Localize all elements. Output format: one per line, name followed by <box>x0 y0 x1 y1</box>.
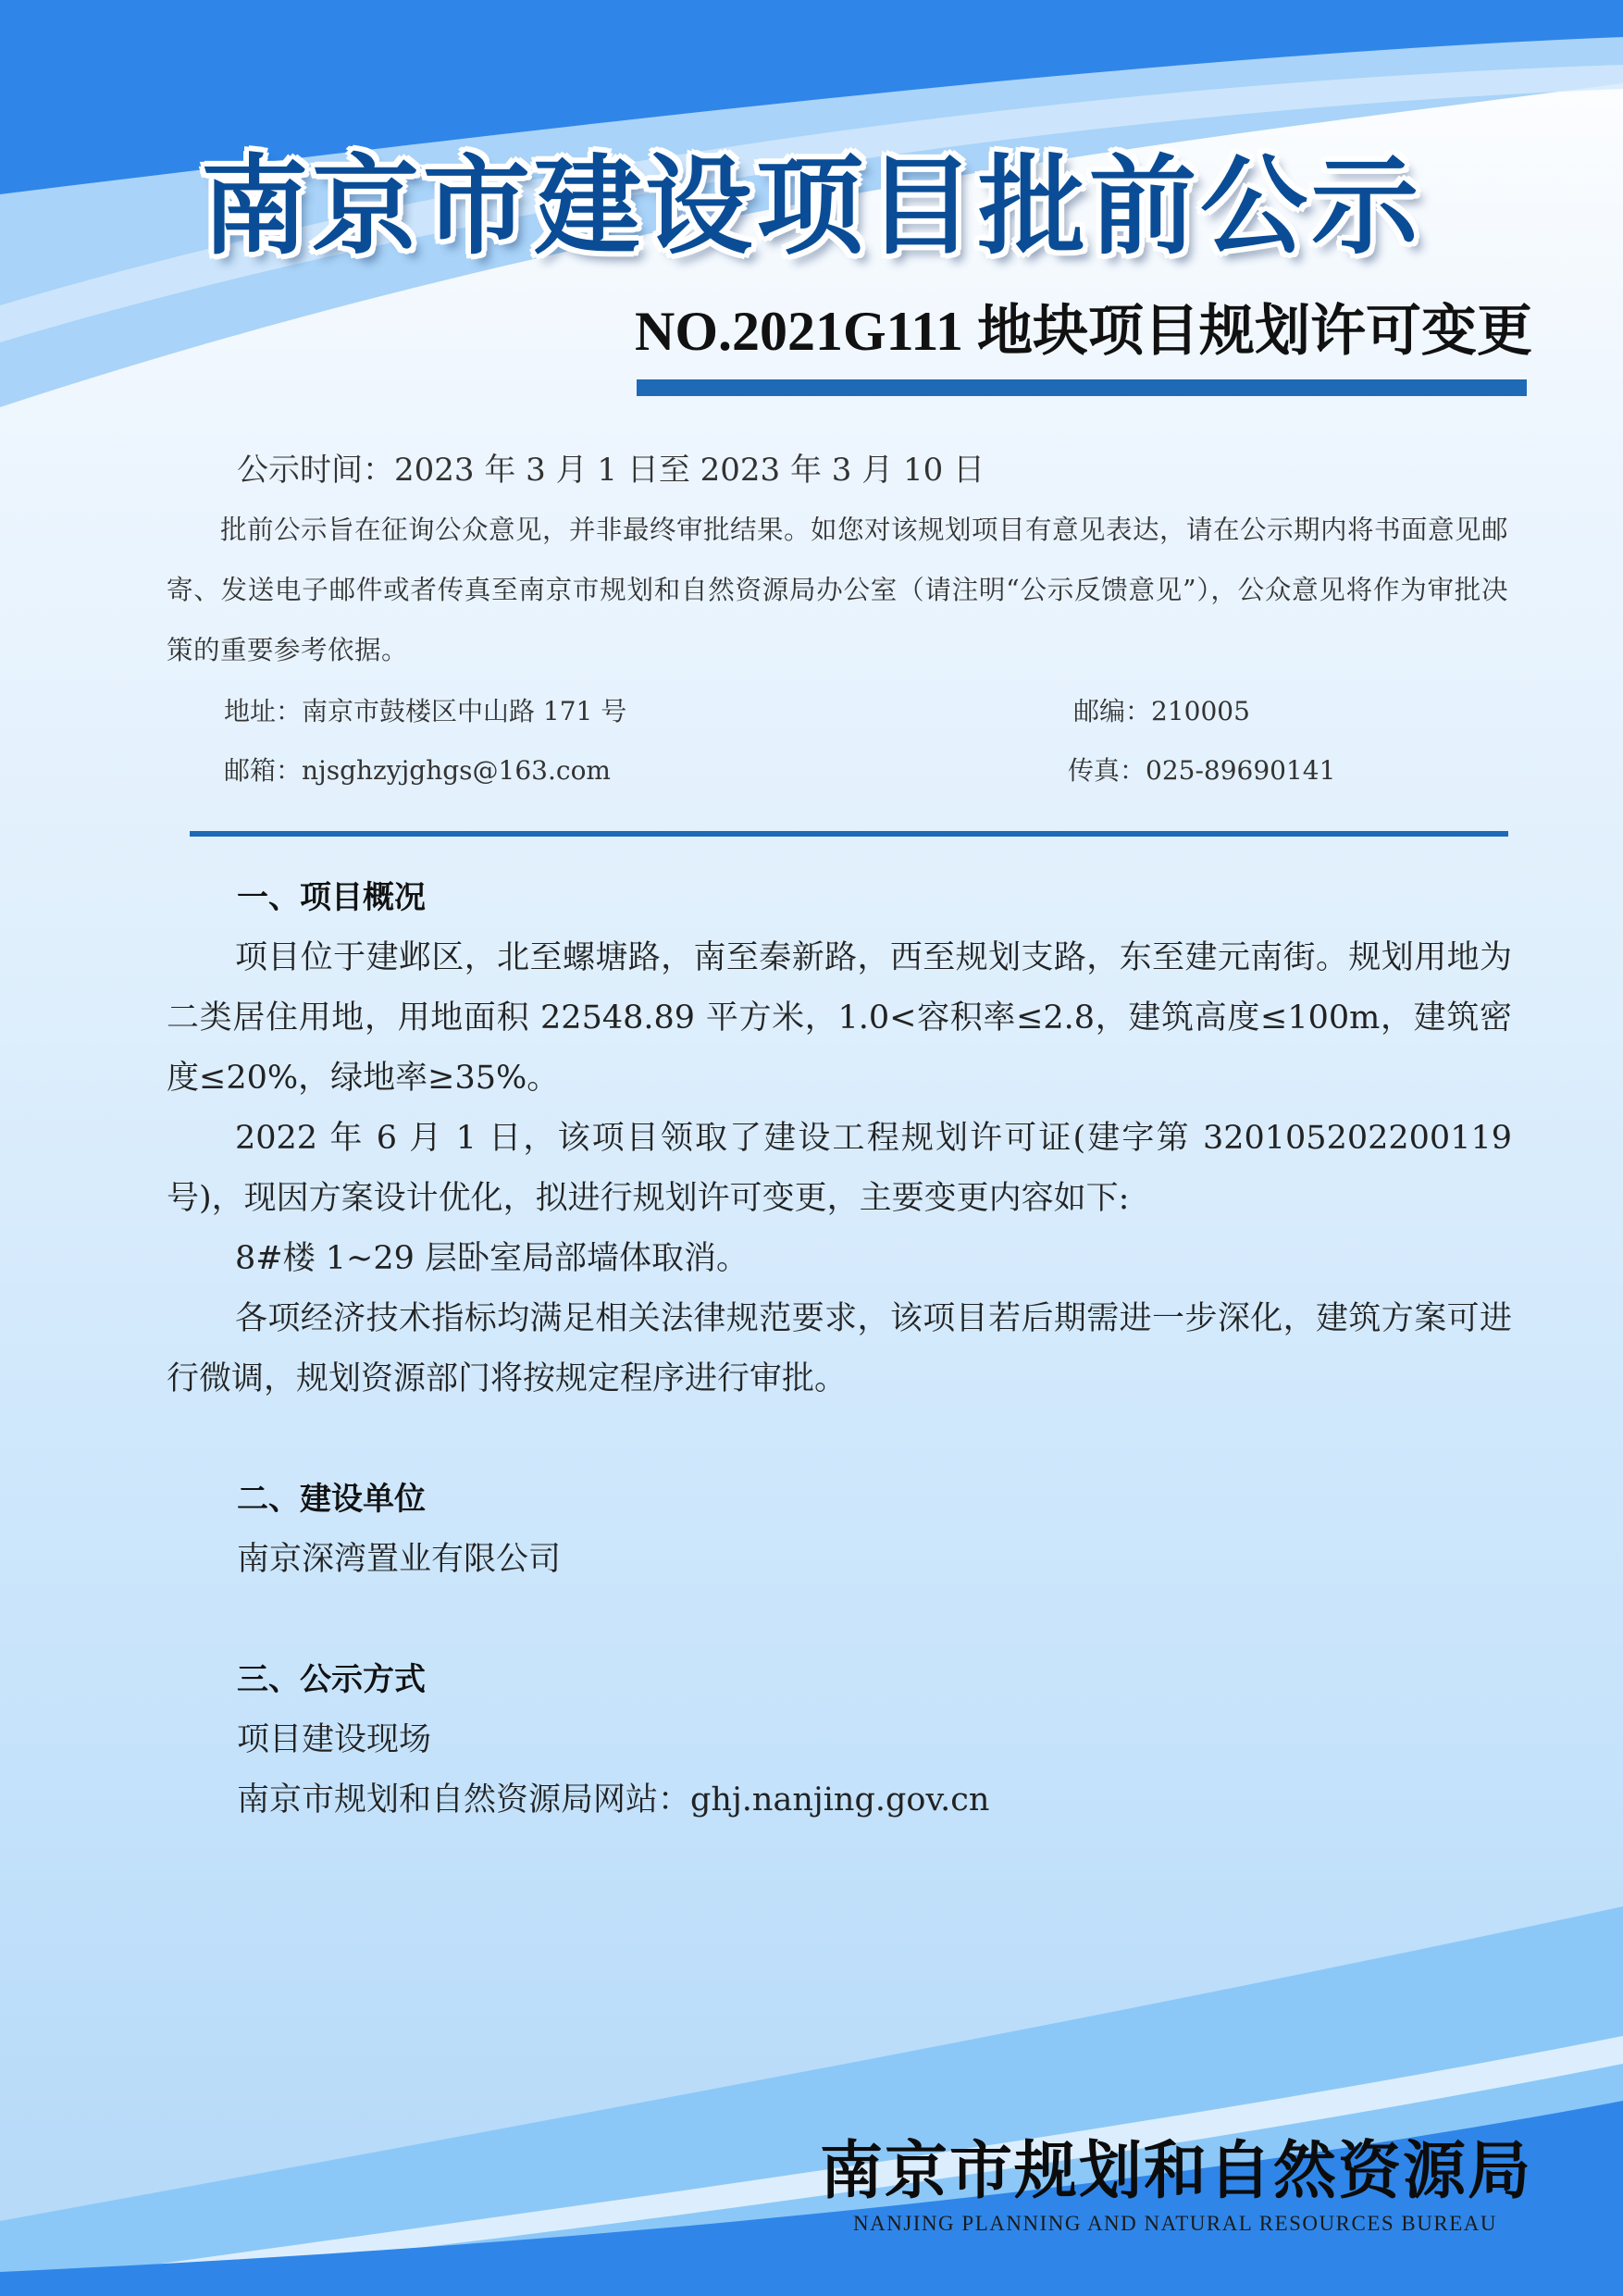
main-title: 南京市建设项目批前公示 <box>201 143 1422 269</box>
bureau-name-en: NANJING PLANNING AND NATURAL RESOURCES BUREAU <box>853 2212 1497 2235</box>
section-divider <box>190 831 1508 837</box>
section-title-builder: 二、建设单位 <box>237 1481 426 1518</box>
method-item-1: 项目建设现场 <box>237 1721 432 1758</box>
subtitle-underline <box>637 379 1527 396</box>
email: 邮箱：njsghzyjghgs@163.com <box>224 755 611 786</box>
notice-block <box>167 450 1508 799</box>
overview-paragraph-1: 项目位于建邺区，北至螺塘路，南至秦新路，西至规划支路，东至建元南街。规划用地为二类居住用地，用地面积 22548.89 平方米，1.0<容积率≤2.8，建筑高度≤100m，建筑密度≤20%，绿地率≥35%。 <box>167 939 1512 1097</box>
notice-body <box>167 868 1512 1831</box>
address: 地址：南京市鼓楼区中山路 171 号 <box>224 696 627 726</box>
builder-name: 南京深湾置业有限公司 <box>237 1541 562 1578</box>
overview-paragraph-2: 2022 年 6 月 1 日，该项目领取了建设工程规划许可证(建字第 320105202200119 号)，现因方案设计优化，拟进行规划许可变更，主要变更内容如下: <box>167 1120 1512 1217</box>
fax: 传真：025-89690141 <box>1068 755 1336 786</box>
contact-row-2 <box>167 739 1508 799</box>
overview-paragraph-4: 各项经济技术指标均满足相关法律规范要求，该项目若后期需进一步深化，建筑方案可进行微调，规划资源部门将按规定程序进行审批。 <box>167 1300 1512 1397</box>
bureau-name-cn: 南京市规划和自然资源局 <box>820 2134 1533 2208</box>
publication-time: 公示时间：2023 年 3 月 1 日至 2023 年 3 月 10 日 <box>237 452 985 489</box>
notice-intro: 批前公示旨在征询公众意见，并非最终审批结果。如您对该规划项目有意见表达，请在公示期内将书面意见邮寄、发送电子邮件或者传真至南京市规划和自然资源局办公室（请注明“公示反馈意见”），公众意见将作为审批决策的重要参考依据。 <box>167 515 1509 665</box>
section-title-method: 三、公示方式 <box>237 1661 426 1698</box>
overview-paragraph-3: 8#楼 1~29 层卧室局部墙体取消。 <box>235 1240 749 1277</box>
method-item-2: 南京市规划和自然资源局网站：ghj.nanjing.gov.cn <box>237 1781 990 1818</box>
contact-row-1 <box>167 680 1508 739</box>
postcode: 邮编：210005 <box>1073 696 1250 726</box>
subtitle: NO.2021G111 地块项目规划许可变更 <box>635 301 1533 362</box>
section-title-overview: 一、项目概况 <box>237 879 426 916</box>
